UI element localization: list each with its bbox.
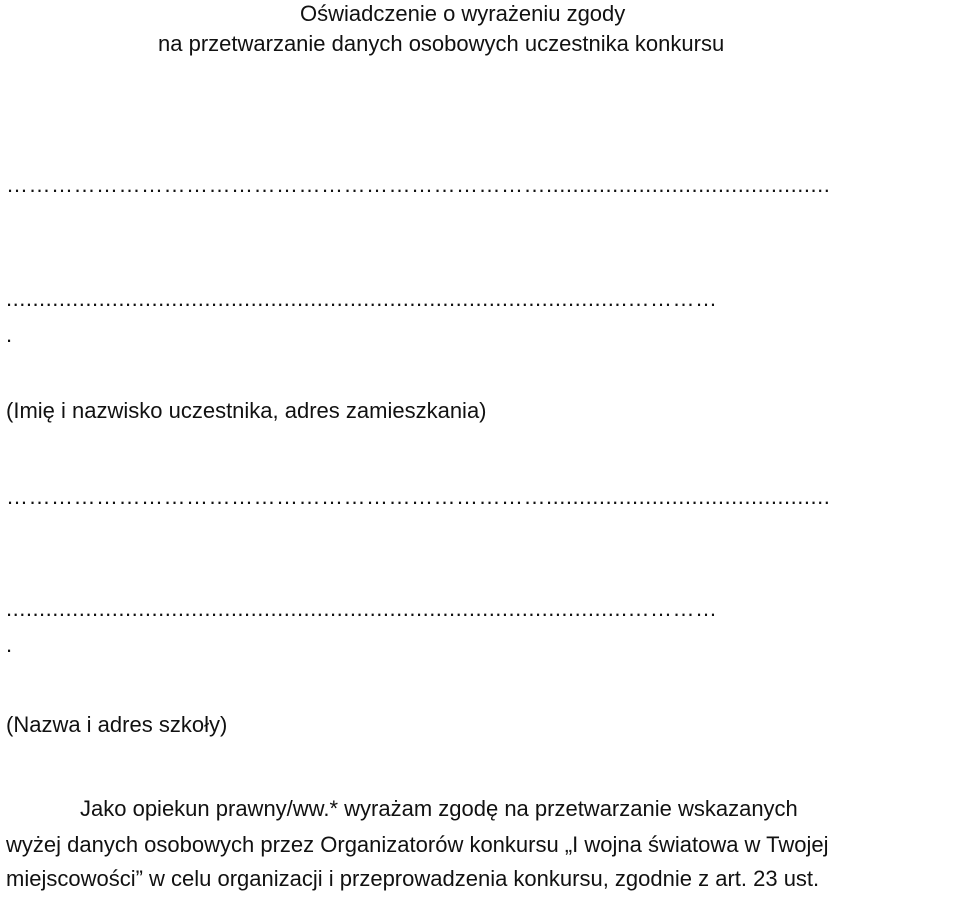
participant-period: . [6,322,13,347]
participant-dotted-line-2: ..............................................................................................………… [6,286,718,311]
consent-line-2: wyżej danych osobowych przez Organizatorów konkursu „I wojna światowa w Twojej [6,832,829,857]
consent-line-1: Jako opiekun prawny/ww.* wyrażam zgodę na przetwarzanie wskazanych [80,796,798,821]
participant-dotted-line-1: ………………………………………………………………........................................... [6,172,831,197]
school-period: . [6,632,13,657]
document-title-line-2: na przetwarzanie danych osobowych uczestnika konkursu [158,31,725,56]
document-title-line-1: Oświadczenie o wyrażeniu zgody [300,1,626,26]
consent-line-3: miejscowości” w celu organizacji i przeprowadzenia konkursu, zgodnie z art. 23 ust. [6,866,820,891]
participant-caption: (Imię i nazwisko uczestnika, adres zamieszkania) [6,398,487,423]
school-dotted-line-2: ..............................................................................................………… [6,596,718,621]
school-caption: (Nazwa i adres szkoły) [6,712,228,737]
school-dotted-line-1: ………………………………………………………………........................................... [6,484,831,509]
